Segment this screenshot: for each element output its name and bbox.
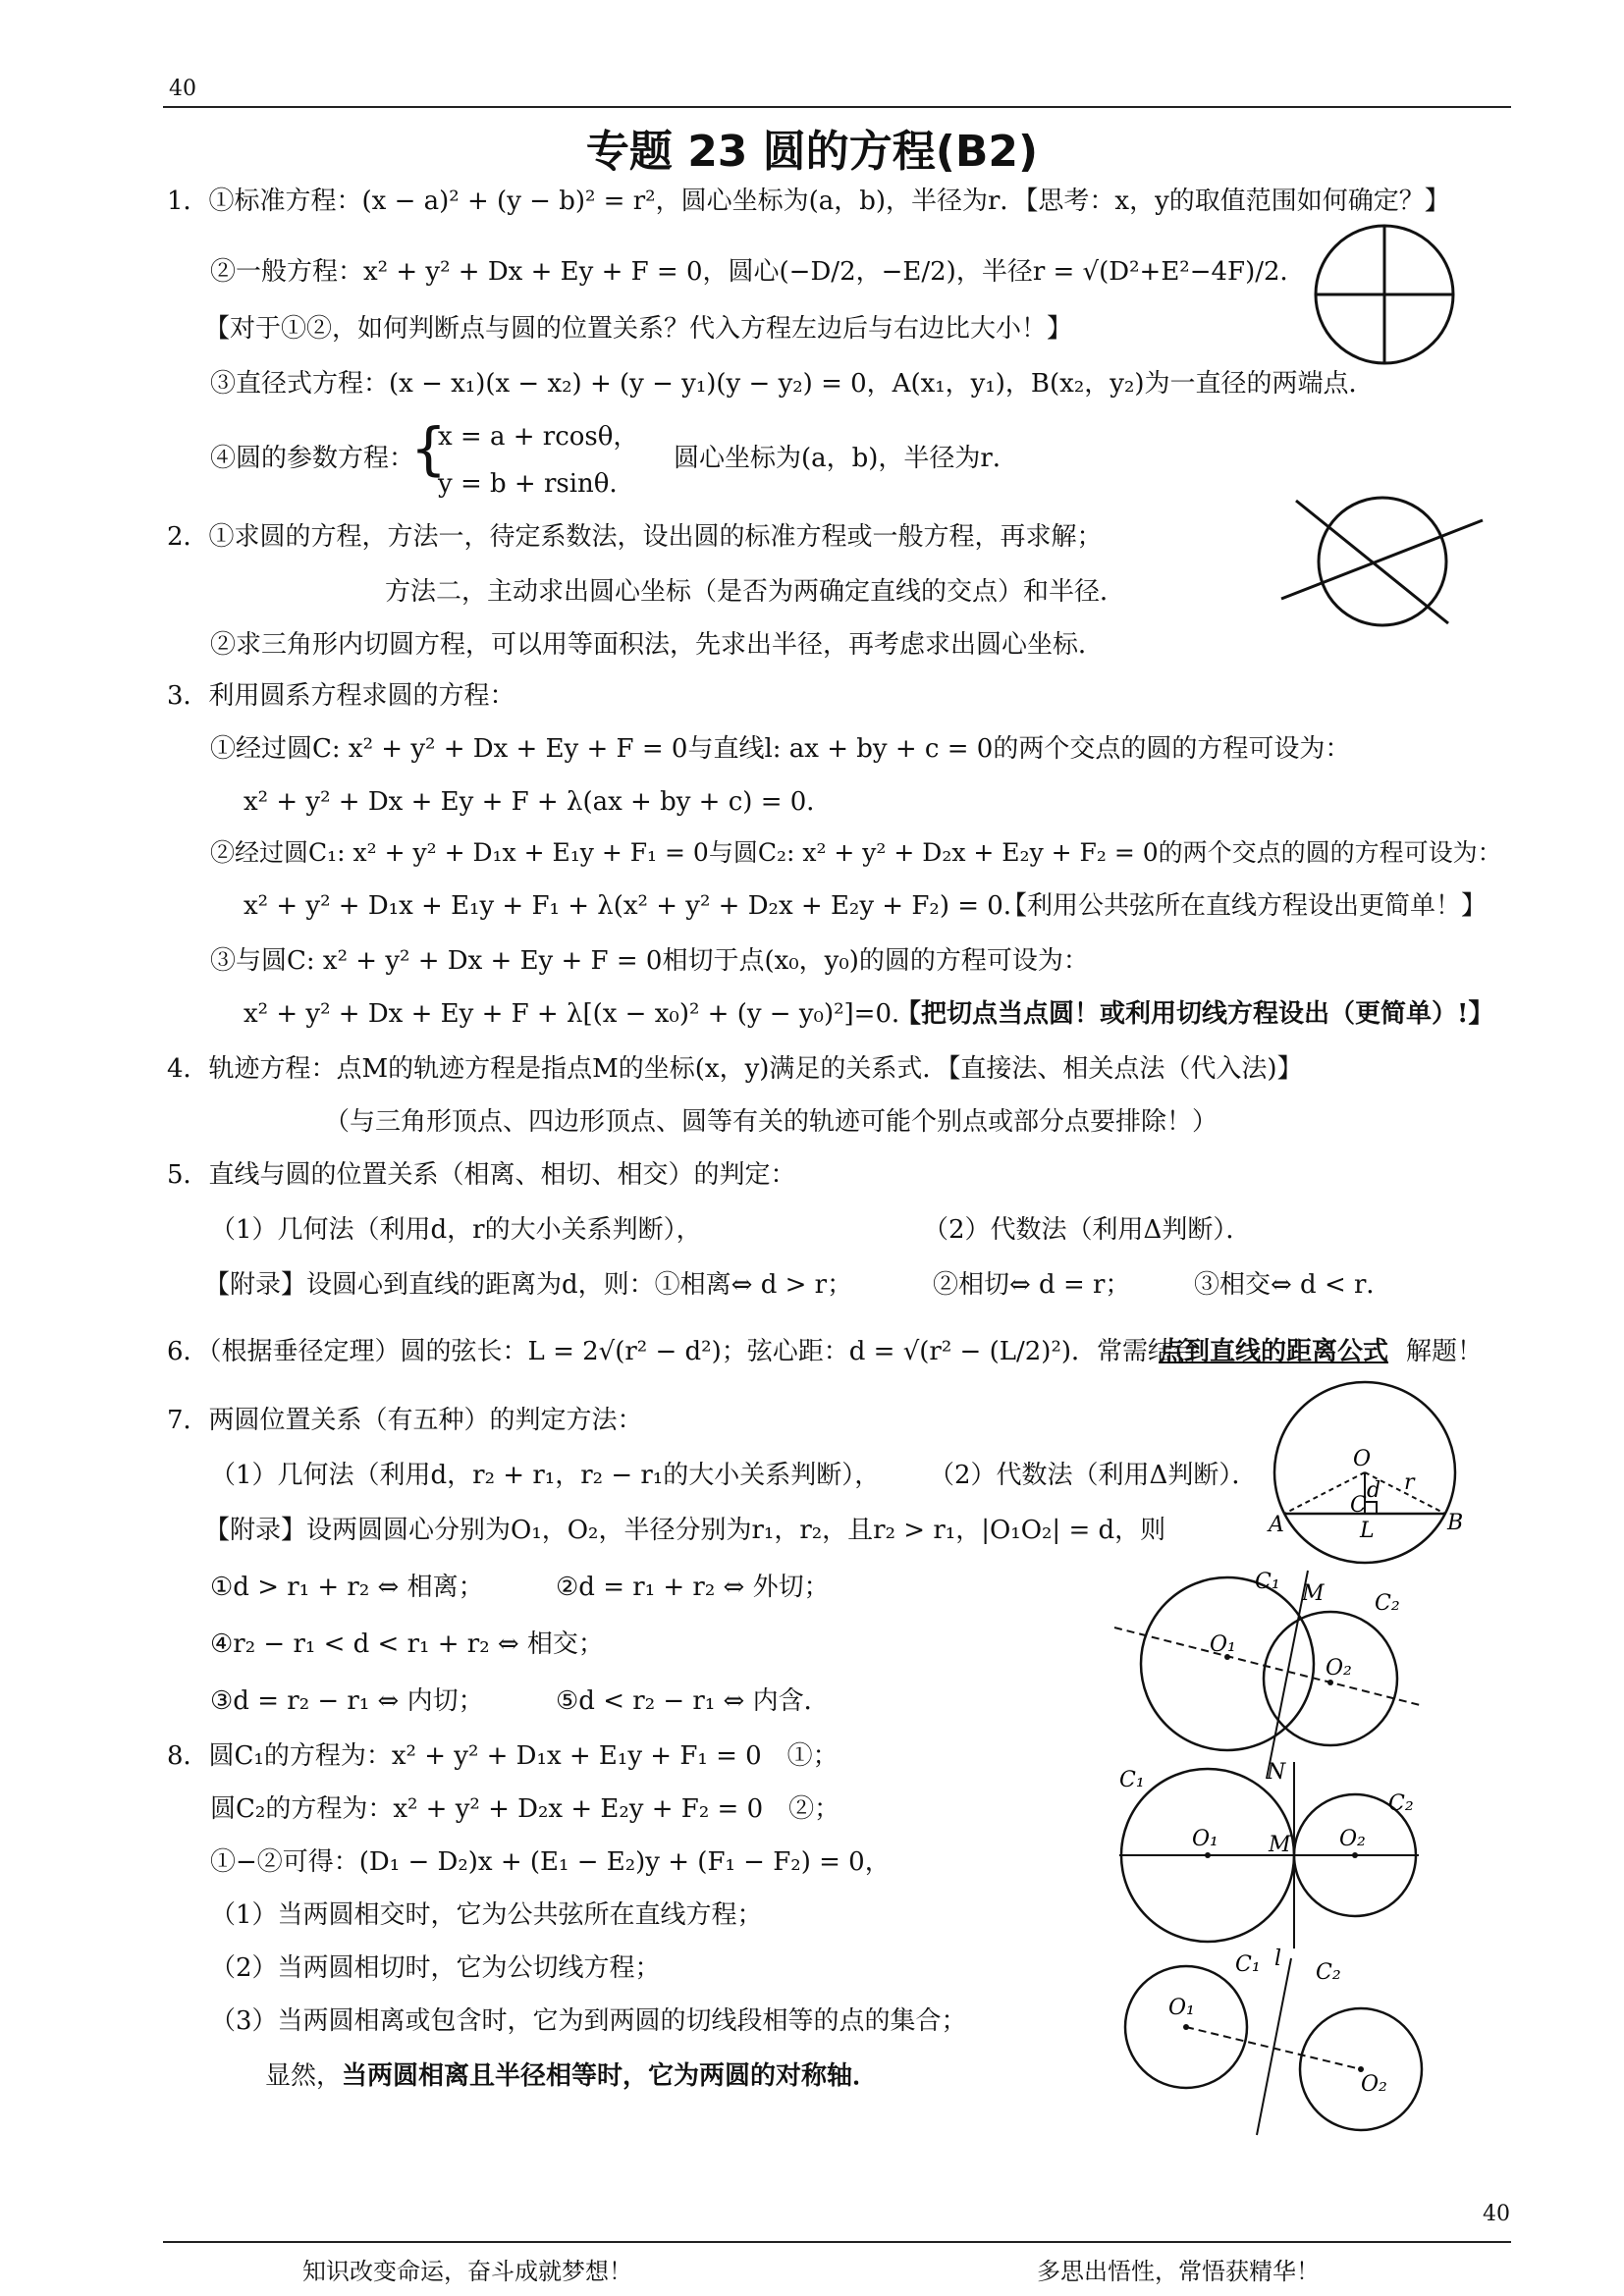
label-c2: C₂ [1375,1591,1400,1616]
label-d: d [1367,1478,1381,1503]
item-5-heading: 5．直线与圆的位置关系（相离、相切、相交）的判定： [167,1160,796,1190]
header-page-number: 40 [169,77,196,101]
item-7-contained: ⑤d < r₂ − r₁ ⇔ 内含． [556,1686,830,1716]
label-n: N [1267,1760,1286,1785]
item-5-appendix: 【附录】设圆心到直线的距离为d，则：①相离⇔ d > r； [204,1270,853,1300]
item-8-circle-c1: 8．圆C₁的方程为：x² + y² + D₁x + E₁y + F₁ = 0 ①； [167,1741,839,1771]
circle-cross-figure [1306,216,1463,373]
item-3-point-circle-tip: 【把切点当点圆！或利用切线方程设出（更简单）!】 [895,999,1494,1029]
item-1-parametric-y: y = b + rsinθ． [438,469,635,499]
item-5-tangent: ②相切⇔ d = r； [933,1270,1131,1300]
item-1-standard-equation: 1．①标准方程：(x − a)² + (y − b)² = r²，圆心坐标为(a，b)，半径为r．【思考：x，y的取值范围如何确定？】 [167,187,1450,216]
label-a: A [1269,1513,1284,1537]
item-3-circle-circle: ②经过圆C₁: x² + y² + D₁x + E₁y + F₁ = 0与圆C₂: x² + y² + D₂x + E₂y + F₂ = 0的两个交点的圆的方程可设为： [210,838,1502,867]
label-o: O [1353,1447,1372,1471]
tangent-circles-figure [1110,1757,1434,1953]
label-c1: C₁ [1255,1570,1280,1594]
page-title: 专题 23 圆的方程(B2) [585,127,1039,177]
item-1-parametric-label: ④圆的参数方程： [210,444,415,473]
item-3-circle-line: ①经过圆C: x² + y² + Dx + Ey + F = 0与直线l: ax + by + c = 0的两个交点的圆的方程可设为： [210,734,1351,764]
item-3-circle-circle-formula: x² + y² + D₁x + E₁y + F₁ + λ(x² + y² + D₂x + E₂y + F₂) = 0． [244,891,1029,921]
label-o1: O₁ [1210,1632,1236,1657]
label-o1: O₁ [1192,1827,1218,1851]
label-m: M [1302,1581,1325,1606]
item-5-geometric: （1）几何法（利用d，r的大小关系判断）， [210,1215,702,1245]
brace-icon: { [410,415,447,482]
label-c2: C₂ [1388,1791,1414,1816]
item-7-intersecting: ④r₂ − r₁ < d < r₁ + r₂ ⇔ 相交； [210,1629,604,1659]
intersecting-circles-figure [1110,1561,1434,1787]
item-1-general-equation: ②一般方程：x² + y² + Dx + Ey + F = 0，圆心(−D/2，−E/2)，半径r = √(D²+E²−4F)/2． [210,257,1306,287]
label-r: r [1404,1470,1415,1495]
chord-distance-figure [1257,1374,1483,1571]
separate-circles-figure [1110,1944,1434,2140]
item-8-subtract: ①−②可得：(D₁ − D₂)x + (E₁ − E₂)y + (F₁ − F₂) = 0， [210,1847,891,1877]
label-l: L [1360,1519,1375,1543]
label-o2: O₂ [1339,1827,1366,1851]
item-1-note: 【对于①②，如何判断点与圆的位置关系？代入方程左边后与右边比大小！】 [204,314,1073,344]
label-b: B [1447,1511,1464,1535]
item-8-conclusion: 当两圆相离且半径相等时，它为两圆的对称轴． [342,2061,879,2091]
label-m: M [1269,1833,1291,1857]
label-o1: O₁ [1168,1996,1195,2020]
item-2-method-two: 方法二，主动求出圆心坐标（是否为两确定直线的交点）和半径． [385,577,1126,607]
item-7-external-tangent: ②d = r₁ + r₂ ⇔ 外切； [556,1573,830,1602]
item-3-tangent-circle: ③与圆C: x² + y² + Dx + Ey + F = 0相切于点(x₀，y₀)的圆的方程可设为： [210,946,1089,976]
item-5-algebraic: （2）代数法（利用Δ判断）． [923,1215,1252,1245]
item-4-locus-note: （与三角形顶点、四边形顶点、圆等有关的轨迹可能个别点或部分点要排除！） [324,1107,1218,1137]
label-c2: C₂ [1316,1960,1341,1985]
item-6-distance-formula: 点到直线的距离公式 [1159,1337,1389,1366]
item-3-tangent-formula: x² + y² + Dx + Ey + F + λ[(x − x₀)² + (y − y₀)²]=0． [244,999,917,1029]
label-c: C [1350,1493,1367,1518]
label-o2: O₂ [1361,2072,1387,2097]
footer-page-number: 40 [1483,2202,1510,2226]
item-7-separate: ①d > r₁ + r₂ ⇔ 相离； [210,1573,484,1602]
label-c1: C₁ [1235,1952,1261,1977]
footer-left-motto: 知识改变命运，奋斗成就梦想！ [302,2258,632,2285]
item-7-internal-tangent: ③d = r₂ − r₁ ⇔ 内切； [210,1686,484,1716]
label-c1: C₁ [1119,1768,1145,1792]
item-3-common-chord-tip: 【利用公共弦所在直线方程设出更简单！】 [1001,891,1488,921]
item-7-algebraic: （2）代数法（利用Δ判断）． [929,1461,1258,1490]
item-3-heading: 3．利用圆系方程求圆的方程： [167,681,515,711]
item-8-case-3: （3）当两圆相离或包含时，它为到两圆的切线段相等的点的集合； [210,2006,967,2036]
item-6-chord-length: 6．（根据垂径定理）圆的弦长：L = 2√(r² − d²)；弦心距：d = √(r² − (L/2)²)．常需结合 [167,1337,1200,1366]
item-8-case-2: （2）当两圆相切时，它为公切线方程； [210,1953,661,1983]
item-8-circle-c2: 圆C₂的方程为：x² + y² + D₂x + E₂y + F₂ = 0 ②； [210,1794,840,1824]
item-2-method-one: 2．①求圆的方程，方法一，待定系数法，设出圆的标准方程或一般方程，再求解； [167,522,1103,552]
item-7-appendix: 【附录】设两圆圆心分别为O₁，O₂，半径分别为r₁，r₂，且r₂ > r₁，|O₁O₂| = d，则 [204,1516,1166,1545]
circle-lines-figure [1276,491,1492,638]
item-7-heading: 7．两圆位置关系（有五种）的判定方法： [167,1406,643,1435]
item-3-circle-line-formula: x² + y² + Dx + Ey + F + λ(ax + by + c) = 0． [244,787,833,817]
item-7-geometric: （1）几何法（利用d，r₂ + r₁，r₂ − r₁的大小关系判断）， [210,1461,881,1490]
item-8-case-1: （1）当两圆相交时，它为公共弦所在直线方程； [210,1900,763,1930]
item-8-conclusion-prefix: 显然， [265,2061,343,2091]
item-6-solve: 解题！ [1406,1337,1484,1366]
label-l: l [1274,1947,1282,1971]
item-5-intersect: ③相交⇔ d < r． [1194,1270,1392,1300]
item-2-incircle: ②求三角形内切圆方程，可以用等面积法，先求出半径，再考虑求出圆心坐标． [210,630,1105,660]
header-rule [163,106,1511,108]
footer-rule [163,2241,1511,2243]
item-4-locus: 4．轨迹方程：点M的轨迹方程是指点M的坐标(x，y)满足的关系式．【直接法、相关点法（代入法)】 [167,1054,1303,1084]
footer-right-motto: 多思出悟性，常悟获精华！ [1037,2258,1320,2285]
item-1-parametric-x: x = a + rcosθ， [438,422,639,452]
item-1-parametric-center: 圆心坐标为(a，b)，半径为r． [674,444,1018,473]
label-o2: O₂ [1326,1656,1352,1681]
item-1-diameter-equation: ③直径式方程：(x − x₁)(x − x₂) + (y − y₁)(y − y₂) = 0，A(x₁，y₁)，B(x₂，y₂)为一直径的两端点． [210,369,1375,399]
